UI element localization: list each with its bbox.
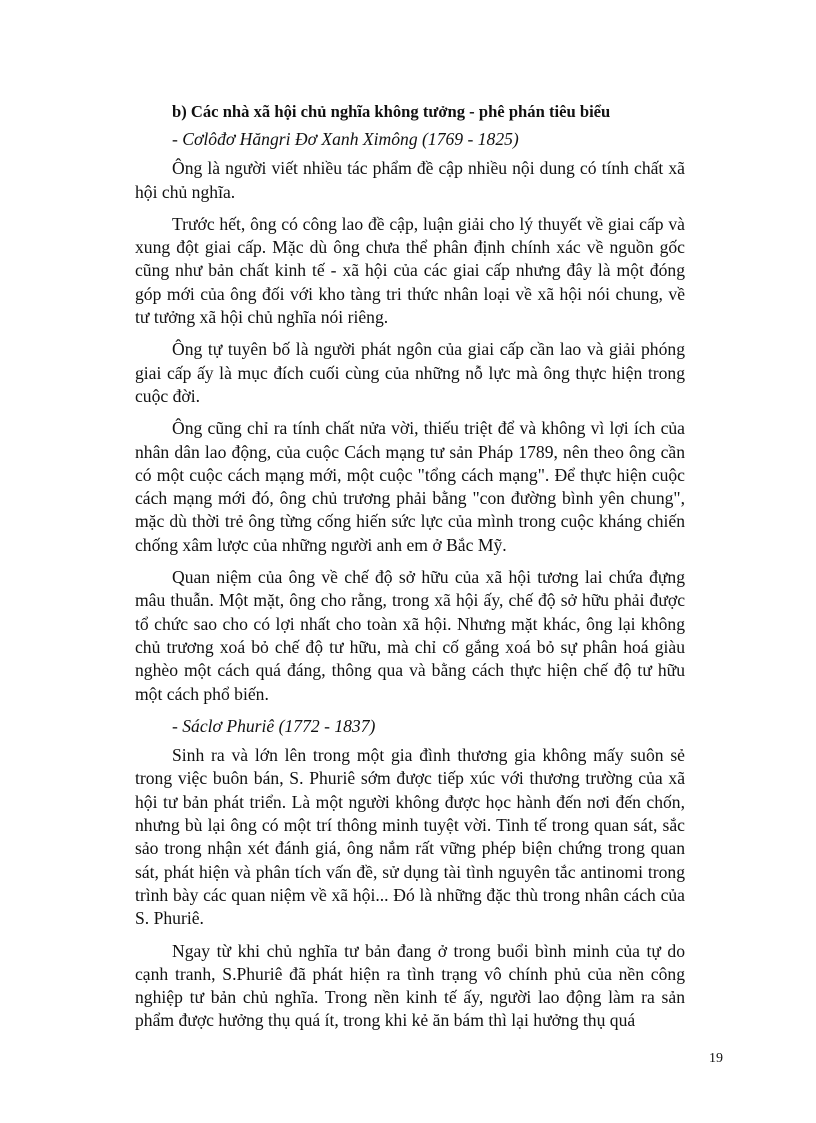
paragraph: Trước hết, ông có công lao đề cập, luận giải cho lý thuyết về giai cấp và xung đột giai cấp. Mặc dù ông chưa thể phân định chính xác về nguồn gốc cũng như bản chất kinh tế - xã hội của các giai cấp nhưng đây là một đóng góp mới của ông đối với kho tàng tri thức nhân loại về xã hội nói chung, về tư tưởng xã hội chủ nghĩa nói riêng.	[135, 213, 685, 328]
paragraph: Ông cũng chỉ ra tính chất nửa vời, thiếu triệt để và không vì lợi ích của nhân dân lao động, của cuộc Cách mạng tư sản Pháp 1789, nên theo ông cần có một cuộc cách mạng mới, một cuộc "tổng cách mạng". Để thực hiện cuộc cách mạng mới đó, ông chủ trương phải bằng "con đường bình yên chung", mặc dù thời trẻ ông từng cống hiến sức lực của mình trong cuộc kháng chiến chống xâm lược của những người anh em ở Bắc Mỹ.	[135, 418, 685, 555]
section-heading: b) Các nhà xã hội chủ nghĩa không tưởng - phê phán tiêu biểu	[172, 102, 611, 121]
subheading-fourier: - Sáclơ Phuriê (1772 - 1837)	[172, 715, 376, 736]
page-number: 19	[709, 1051, 723, 1066]
paragraph: Quan niệm của ông về chế độ sở hữu của xã hội tương lai chứa đựng mâu thuẫn. Một mặt, ông cho rằng, trong xã hội ấy, chế độ sở hữu phải được tổ chức sao cho có lợi nhất cho toàn xã hội. Nhưng mặt khác, ông lại không chủ trương xoá bỏ chế độ tư hữu, mà chỉ cố gắng xoá bỏ sự phân hoá giàu nghèo một cách quá đáng, thông qua và bằng cách thực hiện chế độ tư hữu một cách phổ biến.	[135, 567, 685, 704]
paragraph: Sinh ra và lớn lên trong một gia đình thương gia không mấy suôn sẻ trong việc buôn bán, S. Phuriê sớm được tiếp xúc với thương trường của xã hội tư bản phát triển. Là một người không được học hành đến nơi đến chốn, nhưng bù lại ông có một trí thông minh tuyệt vời. Tinh tế trong quan sát, sắc sảo trong nhận xét đánh giá, ông nắm rất vững phép biện chứng trong quan sát, phát hiện và phân tích vấn đề, sử dụng tài tình nguyên tắc antinomi trong trình bày các quan niệm về xã hội... Đó là những đặc thù trong nhân cách của S. Phuriê.	[135, 745, 685, 929]
subheading-saint-simon: - Cơlôđơ Hăngri Đơ Xanh Ximông (1769 - 1825)	[172, 129, 519, 149]
page-body	[135, 100, 685, 1042]
paragraph: Ông tự tuyên bố là người phát ngôn của giai cấp cần lao và giải phóng giai cấp ấy là mục đích cuối cùng của những nỗ lực mà ông thực hiện trong cuộc đời.	[135, 339, 685, 406]
paragraph: Ông là người viết nhiều tác phẩm đề cập nhiều nội dung có tính chất xã hội chủ nghĩa.	[135, 158, 685, 202]
paragraph: Ngay từ khi chủ nghĩa tư bản đang ở trong buổi bình minh của tự do cạnh tranh, S.Phuriê đã phát hiện ra tình trạng vô chính phủ của nền công nghiệp tư bản chủ nghĩa. Trong nền kinh tế ấy, người lao động làm ra sản phẩm được hưởng thụ quá ít, trong khi kẻ ăn bám thì lại hưởng thụ quá	[135, 940, 685, 1031]
